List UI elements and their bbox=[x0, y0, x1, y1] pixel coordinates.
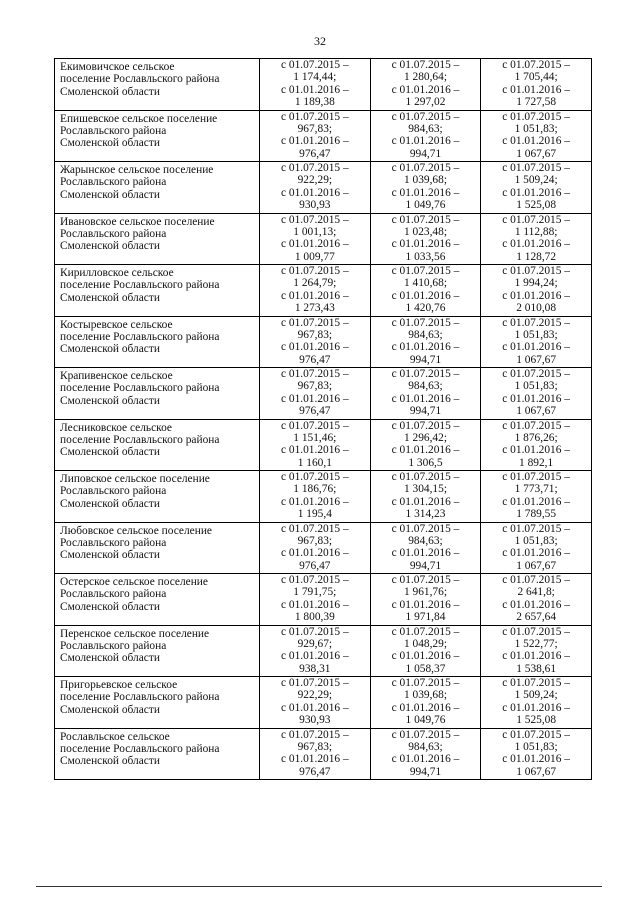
tariff-value-line: с 01.01.2016 – bbox=[502, 650, 570, 663]
tariff-value-line: 967,83; bbox=[297, 122, 333, 135]
settlement-name-line: Жарынское сельское поселение bbox=[60, 164, 214, 176]
tariff-value-line: 1 039,68; bbox=[403, 689, 447, 702]
settlement-name-cell bbox=[55, 419, 260, 471]
tariff-value-line: 1 067,67 bbox=[516, 559, 557, 572]
settlement-name-line: Смоленской области bbox=[60, 394, 160, 407]
settlement-name-line: Смоленской области bbox=[60, 137, 160, 150]
tariff-value-line: с 01.01.2016 – bbox=[391, 495, 460, 508]
tariff-value-line: 976,47 bbox=[299, 147, 331, 160]
tariff-value-line: 1 067,67 bbox=[516, 765, 557, 778]
tariff-value-line: с 01.07.2015 – bbox=[391, 110, 460, 123]
tariff-value-line: с 01.01.2016 – bbox=[280, 238, 349, 251]
tariff-value-cell bbox=[370, 522, 481, 574]
settlement-name-line: Епишевское сельское поселение bbox=[60, 112, 218, 125]
tariff-value-line: с 01.01.2016 – bbox=[391, 186, 460, 199]
tariff-value-line: с 01.07.2015 – bbox=[391, 471, 460, 483]
tariff-value-line: 1 049,76 bbox=[405, 714, 446, 727]
tariff-value-line: с 01.01.2016 – bbox=[280, 392, 349, 405]
tariff-value-line: 1 297,02 bbox=[405, 96, 446, 109]
settlement-name-line: Екимовичское сельское bbox=[60, 61, 175, 73]
table-row bbox=[55, 522, 592, 574]
tariff-value-line: с 01.07.2015 – bbox=[280, 162, 349, 174]
tariff-value-line: 1 264,79; bbox=[293, 277, 337, 290]
tariff-value-cell bbox=[481, 368, 592, 420]
settlement-name-cell bbox=[55, 574, 260, 626]
tariff-value-line: с 01.07.2015 – bbox=[391, 728, 460, 741]
tariff-value-line: 976,47 bbox=[299, 765, 331, 778]
tariff-value-line: с 01.07.2015 – bbox=[502, 574, 570, 586]
tariff-value-line: с 01.01.2016 – bbox=[391, 753, 460, 766]
settlement-name-line: Смоленской области bbox=[60, 446, 160, 459]
tariff-value-line: с 01.07.2015 – bbox=[391, 265, 460, 277]
tariff-value-line: с 01.07.2015 – bbox=[502, 368, 570, 380]
tariff-value-line: 930,93 bbox=[299, 714, 331, 727]
tariff-value-line: 1 509,24; bbox=[514, 174, 558, 187]
tariff-value-cell bbox=[260, 677, 371, 729]
tariff-value-cell bbox=[481, 265, 592, 317]
settlement-name-line: Смоленской области bbox=[60, 85, 160, 98]
settlement-name-line: поселение Рославльского района bbox=[60, 433, 220, 446]
settlement-name-cell bbox=[55, 59, 260, 111]
tariff-value-line: 967,83; bbox=[297, 534, 333, 547]
tariff-value-line: 1 160,1 bbox=[297, 456, 332, 469]
tariff-value-line: 1 049,76 bbox=[405, 199, 446, 212]
tariff-value-line: 1 273,43 bbox=[294, 302, 335, 315]
settlement-name-line: Рославльского района bbox=[60, 124, 167, 137]
tariff-value-line: с 01.01.2016 – bbox=[502, 289, 570, 302]
tariff-value-line: 967,83; bbox=[297, 328, 333, 341]
tariff-value-line: 976,47 bbox=[299, 353, 331, 366]
settlement-name-line: поселение Рославльского района bbox=[60, 73, 220, 86]
tariff-value-line: с 01.01.2016 – bbox=[502, 701, 570, 714]
settlement-name-line: Смоленской области bbox=[60, 497, 160, 510]
settlement-name-cell bbox=[55, 213, 260, 265]
tariff-value-line: 1 023,48; bbox=[403, 225, 447, 238]
tariff-value-cell bbox=[370, 574, 481, 626]
tariff-value-line: с 01.07.2015 – bbox=[280, 368, 349, 380]
tariff-value-line: с 01.01.2016 – bbox=[391, 444, 460, 457]
tariff-table bbox=[54, 58, 592, 780]
settlement-name-line: Рославльского района bbox=[60, 485, 167, 498]
settlement-name-line: Пригорьевское сельское bbox=[60, 679, 178, 691]
tariff-value-line: 1 067,67 bbox=[516, 353, 557, 366]
table-row bbox=[55, 419, 592, 471]
tariff-value-line: с 01.01.2016 – bbox=[280, 135, 349, 148]
settlement-name-cell bbox=[55, 110, 260, 162]
tariff-value-line: с 01.07.2015 – bbox=[280, 471, 349, 483]
settlement-name-line: поселение Рославльского района bbox=[60, 330, 220, 343]
tariff-value-line: с 01.07.2015 – bbox=[280, 625, 349, 638]
tariff-value-line: 1 151,46; bbox=[293, 431, 337, 444]
tariff-value-line: 1 538,61 bbox=[516, 662, 557, 675]
tariff-value-cell bbox=[481, 522, 592, 574]
tariff-value-line: с 01.01.2016 – bbox=[391, 289, 460, 302]
tariff-value-line: с 01.01.2016 – bbox=[391, 83, 460, 96]
tariff-value-line: с 01.01.2016 – bbox=[391, 701, 460, 714]
tariff-value-line: 1 410,68; bbox=[403, 277, 447, 290]
tariff-value-line: 984,63; bbox=[408, 122, 443, 135]
tariff-value-line: с 01.07.2015 – bbox=[502, 213, 570, 226]
settlement-name-line: Смоленской области bbox=[60, 188, 160, 201]
tariff-value-line: 1 314,23 bbox=[405, 508, 446, 521]
tariff-value-line: с 01.07.2015 – bbox=[391, 213, 460, 226]
settlement-name-line: Смоленской области bbox=[60, 755, 160, 768]
tariff-value-line: с 01.01.2016 – bbox=[502, 341, 570, 354]
tariff-value-line: с 01.01.2016 – bbox=[280, 753, 349, 766]
tariff-value-line: 994,71 bbox=[409, 353, 442, 366]
tariff-value-line: с 01.07.2015 – bbox=[502, 59, 570, 71]
tariff-value-line: 984,63; bbox=[408, 740, 443, 753]
settlement-name-line: Смоленской области bbox=[60, 343, 160, 356]
tariff-value-line: с 01.01.2016 – bbox=[502, 392, 570, 405]
settlement-name-line: Смоленской области bbox=[60, 652, 160, 665]
tariff-value-line: 984,63; bbox=[408, 328, 443, 341]
tariff-value-cell bbox=[481, 162, 592, 214]
tariff-value-line: с 01.07.2015 – bbox=[391, 316, 460, 329]
tariff-value-cell bbox=[370, 59, 481, 111]
tariff-value-line: с 01.07.2015 – bbox=[391, 368, 460, 380]
tariff-value-line: 1 420,76 bbox=[405, 302, 446, 315]
tariff-value-cell bbox=[260, 471, 371, 523]
tariff-value-line: 1 304,15; bbox=[403, 483, 447, 496]
settlement-name-line: Рославльского района bbox=[60, 227, 167, 240]
tariff-value-line: с 01.07.2015 – bbox=[280, 574, 349, 586]
tariff-value-line: с 01.01.2016 – bbox=[280, 650, 349, 663]
tariff-value-line: 1 509,24; bbox=[514, 689, 558, 702]
table-row bbox=[55, 213, 592, 265]
tariff-value-line: 994,71 bbox=[409, 405, 442, 418]
tariff-value-line: с 01.07.2015 – bbox=[391, 162, 460, 174]
tariff-value-cell bbox=[370, 265, 481, 317]
tariff-value-line: с 01.07.2015 – bbox=[502, 522, 570, 535]
tariff-value-line: с 01.07.2015 – bbox=[391, 574, 460, 586]
settlement-name-line: поселение Рославльского района bbox=[60, 742, 220, 755]
tariff-value-cell bbox=[370, 728, 481, 780]
tariff-value-line: с 01.07.2015 – bbox=[502, 316, 570, 329]
tariff-value-line: с 01.01.2016 – bbox=[280, 289, 349, 302]
tariff-value-line: 1 994,24; bbox=[514, 277, 558, 290]
tariff-value-cell bbox=[260, 368, 371, 420]
tariff-value-line: с 01.01.2016 – bbox=[502, 83, 570, 96]
settlement-name-line: Ивановское сельское поселение bbox=[60, 215, 215, 228]
tariff-value-line: с 01.01.2016 – bbox=[280, 341, 349, 354]
tariff-value-line: с 01.07.2015 – bbox=[502, 471, 570, 483]
tariff-value-line: 1 971,84 bbox=[405, 611, 446, 624]
tariff-value-line: 1 067,67 bbox=[516, 405, 557, 418]
tariff-value-line: 976,47 bbox=[299, 559, 331, 572]
tariff-value-line: с 01.07.2015 – bbox=[280, 728, 349, 741]
settlement-name-line: Рославльского района bbox=[60, 536, 167, 549]
settlement-name-line: Лесниковское сельское bbox=[60, 421, 172, 434]
tariff-value-line: 1 009,77 bbox=[294, 250, 335, 263]
tariff-value-cell bbox=[370, 419, 481, 471]
settlement-name-line: Любовское сельское поселение bbox=[60, 524, 212, 537]
settlement-name-line: Смоленской области bbox=[60, 703, 160, 716]
tariff-value-line: 1 048,29; bbox=[403, 637, 447, 650]
settlement-name-line: поселение Рославльского района bbox=[60, 382, 220, 395]
tariff-value-line: 1 791,75; bbox=[293, 586, 337, 599]
tariff-value-line: 1 876,26; bbox=[514, 431, 558, 444]
table-row bbox=[55, 574, 592, 626]
tariff-value-cell bbox=[481, 625, 592, 677]
settlement-name-cell bbox=[55, 316, 260, 368]
tariff-value-line: с 01.01.2016 – bbox=[391, 238, 460, 251]
tariff-value-cell bbox=[370, 316, 481, 368]
settlement-name-line: Липовское сельское поселение bbox=[60, 473, 210, 485]
tariff-value-line: с 01.01.2016 – bbox=[502, 547, 570, 560]
tariff-value-line: 967,83; bbox=[297, 740, 333, 753]
settlement-name-cell bbox=[55, 265, 260, 317]
table-row bbox=[55, 471, 592, 523]
settlement-name-line: Рославльского района bbox=[60, 588, 167, 601]
tariff-value-line: 1 128,72 bbox=[516, 250, 557, 263]
tariff-value-line: с 01.07.2015 – bbox=[502, 625, 570, 638]
tariff-value-line: с 01.01.2016 – bbox=[280, 701, 349, 714]
tariff-value-cell bbox=[481, 110, 592, 162]
tariff-value-line: 1 892,1 bbox=[519, 456, 554, 469]
tariff-value-line: с 01.07.2015 – bbox=[280, 419, 349, 432]
tariff-value-cell bbox=[260, 522, 371, 574]
tariff-value-line: 1 051,83; bbox=[514, 534, 558, 547]
tariff-value-cell bbox=[370, 110, 481, 162]
tariff-value-cell bbox=[370, 162, 481, 214]
page-number: 32 bbox=[314, 34, 326, 48]
tariff-value-line: 2 657,64 bbox=[516, 611, 557, 624]
tariff-value-line: с 01.01.2016 – bbox=[391, 547, 460, 560]
table-row bbox=[55, 162, 592, 214]
tariff-value-cell bbox=[370, 213, 481, 265]
tariff-table-body bbox=[55, 59, 592, 780]
tariff-value-line: 1 525,08 bbox=[516, 714, 557, 727]
tariff-value-line: с 01.01.2016 – bbox=[391, 135, 460, 148]
settlement-name-line: Смоленской области bbox=[60, 600, 160, 613]
tariff-value-cell bbox=[481, 677, 592, 729]
tariff-value-cell bbox=[481, 419, 592, 471]
tariff-value-line: 1 961,76; bbox=[403, 586, 447, 599]
tariff-value-line: с 01.01.2016 – bbox=[502, 238, 570, 251]
table-row bbox=[55, 728, 592, 780]
tariff-value-cell bbox=[370, 677, 481, 729]
settlement-name-line: Костыревское сельское bbox=[60, 318, 173, 331]
settlement-name-cell bbox=[55, 522, 260, 574]
tariff-value-line: с 01.01.2016 – bbox=[280, 83, 349, 96]
tariff-value-line: 1 067,67 bbox=[516, 147, 557, 160]
tariff-value-line: 1 051,83; bbox=[514, 380, 558, 393]
tariff-value-cell bbox=[260, 213, 371, 265]
tariff-value-line: с 01.07.2015 – bbox=[391, 625, 460, 638]
tariff-value-line: с 01.07.2015 – bbox=[280, 677, 349, 689]
tariff-value-line: 984,63; bbox=[408, 534, 443, 547]
tariff-value-line: 930,93 bbox=[299, 199, 331, 212]
tariff-value-line: 1 195,4 bbox=[297, 508, 332, 521]
tariff-value-line: с 01.07.2015 – bbox=[502, 728, 570, 741]
tariff-value-cell bbox=[260, 574, 371, 626]
tariff-value-cell bbox=[370, 471, 481, 523]
tariff-value-line: 922,29; bbox=[297, 174, 333, 187]
tariff-value-line: 1 705,44; bbox=[514, 71, 558, 84]
settlement-name-cell bbox=[55, 625, 260, 677]
tariff-value-line: 1 112,88; bbox=[514, 225, 558, 238]
tariff-value-line: 1 039,68; bbox=[403, 174, 447, 187]
settlement-name-cell bbox=[55, 677, 260, 729]
tariff-value-line: с 01.07.2015 – bbox=[280, 265, 349, 277]
tariff-value-line: с 01.01.2016 – bbox=[280, 444, 349, 457]
tariff-value-cell bbox=[370, 625, 481, 677]
tariff-value-line: с 01.01.2016 – bbox=[391, 650, 460, 663]
tariff-value-line: с 01.07.2015 – bbox=[502, 677, 570, 689]
settlement-name-cell bbox=[55, 368, 260, 420]
settlement-name-line: поселение Рославльского района bbox=[60, 691, 220, 704]
tariff-value-line: 1 051,83; bbox=[514, 740, 558, 753]
settlement-name-line: Остерское сельское поселение bbox=[60, 576, 208, 588]
tariff-value-line: 1 525,08 bbox=[516, 199, 557, 212]
tariff-value-line: с 01.07.2015 – bbox=[280, 522, 349, 535]
tariff-value-line: 2 010,08 bbox=[516, 302, 557, 315]
tariff-value-line: 1 058,37 bbox=[405, 662, 446, 675]
settlement-name-line: поселение Рославльского района bbox=[60, 279, 220, 292]
tariff-value-line: 976,47 bbox=[299, 405, 331, 418]
tariff-value-line: 1 189,38 bbox=[294, 96, 335, 109]
tariff-value-line: с 01.07.2015 – bbox=[391, 522, 460, 535]
tariff-value-cell bbox=[260, 59, 371, 111]
tariff-value-cell bbox=[481, 728, 592, 780]
tariff-value-cell bbox=[370, 368, 481, 420]
tariff-value-cell bbox=[481, 316, 592, 368]
tariff-value-line: с 01.07.2015 – bbox=[502, 419, 570, 432]
settlement-name-line: Перенское сельское поселение bbox=[60, 627, 210, 640]
tariff-value-line: с 01.01.2016 – bbox=[280, 186, 349, 199]
tariff-value-line: 994,71 bbox=[409, 765, 442, 778]
tariff-value-cell bbox=[260, 110, 371, 162]
settlement-name-line: Смоленской области bbox=[60, 549, 160, 562]
settlement-name-line: Смоленской области bbox=[60, 240, 160, 253]
table-row bbox=[55, 316, 592, 368]
tariff-value-line: 984,63; bbox=[408, 380, 443, 393]
tariff-value-cell bbox=[481, 213, 592, 265]
tariff-value-line: с 01.01.2016 – bbox=[391, 598, 460, 611]
tariff-value-line: с 01.01.2016 – bbox=[280, 495, 349, 508]
tariff-value-line: с 01.07.2015 – bbox=[502, 265, 570, 277]
tariff-value-line: 2 641,8; bbox=[517, 586, 555, 599]
settlement-name-cell bbox=[55, 471, 260, 523]
tariff-value-line: 1 522,77; bbox=[514, 637, 558, 650]
settlement-name-line: Смоленской области bbox=[60, 291, 160, 304]
settlement-name-cell bbox=[55, 728, 260, 780]
tariff-value-line: с 01.07.2015 – bbox=[280, 316, 349, 329]
tariff-value-line: с 01.07.2015 – bbox=[391, 419, 460, 432]
tariff-value-line: 1 001,13; bbox=[293, 225, 337, 238]
tariff-value-line: с 01.01.2016 – bbox=[502, 495, 570, 508]
footer-rule bbox=[36, 886, 602, 887]
tariff-value-line: с 01.01.2016 – bbox=[502, 444, 570, 457]
tariff-value-cell bbox=[260, 419, 371, 471]
table-row bbox=[55, 677, 592, 729]
tariff-value-line: с 01.01.2016 – bbox=[391, 341, 460, 354]
settlement-name-line: Рославльского района bbox=[60, 639, 167, 652]
tariff-value-line: 994,71 bbox=[409, 559, 442, 572]
tariff-value-line: с 01.07.2015 – bbox=[280, 110, 349, 123]
tariff-value-line: с 01.07.2015 – bbox=[280, 59, 349, 71]
tariff-value-line: 922,29; bbox=[297, 689, 333, 702]
tariff-value-line: 1 296,42; bbox=[403, 431, 447, 444]
tariff-value-line: 1 051,83; bbox=[514, 328, 558, 341]
tariff-value-line: 938,31 bbox=[299, 662, 331, 675]
settlement-name-line: Кирилловское сельское bbox=[60, 267, 174, 279]
tariff-value-line: с 01.07.2015 – bbox=[502, 110, 570, 123]
tariff-value-cell bbox=[260, 728, 371, 780]
tariff-value-line: с 01.01.2016 – bbox=[502, 135, 570, 148]
tariff-value-line: с 01.07.2015 – bbox=[391, 59, 460, 71]
table-row bbox=[55, 265, 592, 317]
tariff-value-line: 1 280,64; bbox=[403, 71, 447, 84]
tariff-value-cell bbox=[260, 265, 371, 317]
settlement-name-line: Крапивенское сельское bbox=[60, 370, 173, 382]
tariff-value-cell bbox=[260, 162, 371, 214]
settlement-name-cell bbox=[55, 162, 260, 214]
tariff-value-line: с 01.01.2016 – bbox=[280, 547, 349, 560]
tariff-value-line: 1 174,44; bbox=[293, 71, 337, 84]
tariff-value-line: с 01.01.2016 – bbox=[502, 753, 570, 766]
tariff-value-line: 967,83; bbox=[297, 380, 333, 393]
tariff-value-line: 1 773,71; bbox=[514, 483, 558, 496]
tariff-value-line: 1 033,56 bbox=[405, 250, 446, 263]
tariff-value-cell bbox=[481, 574, 592, 626]
table-row bbox=[55, 59, 592, 111]
tariff-value-line: 929,67; bbox=[297, 637, 333, 650]
settlement-name-line: Рославльского района bbox=[60, 176, 167, 189]
tariff-value-line: с 01.01.2016 – bbox=[280, 598, 349, 611]
tariff-value-line: 1 789,55 bbox=[516, 508, 557, 521]
tariff-value-line: 1 186,76; bbox=[293, 483, 337, 496]
tariff-value-line: с 01.01.2016 – bbox=[502, 598, 570, 611]
table-row bbox=[55, 110, 592, 162]
settlement-name-line: Рославльское сельское bbox=[60, 730, 170, 743]
tariff-value-line: 1 800,39 bbox=[294, 611, 335, 624]
tariff-value-cell bbox=[260, 625, 371, 677]
tariff-value-line: с 01.01.2016 – bbox=[502, 186, 570, 199]
tariff-value-line: с 01.07.2015 – bbox=[502, 162, 570, 174]
tariff-value-line: с 01.07.2015 – bbox=[280, 213, 349, 226]
tariff-value-cell bbox=[481, 471, 592, 523]
tariff-value-line: с 01.07.2015 – bbox=[391, 677, 460, 689]
table-row bbox=[55, 368, 592, 420]
tariff-value-line: 1 306,5 bbox=[408, 456, 443, 469]
tariff-value-line: с 01.01.2016 – bbox=[391, 392, 460, 405]
tariff-value-line: 1 051,83; bbox=[514, 122, 558, 135]
tariff-value-line: 994,71 bbox=[409, 147, 442, 160]
tariff-value-line: 1 727,58 bbox=[516, 96, 557, 109]
table-row bbox=[55, 625, 592, 677]
tariff-value-cell bbox=[481, 59, 592, 111]
tariff-value-cell bbox=[260, 316, 371, 368]
